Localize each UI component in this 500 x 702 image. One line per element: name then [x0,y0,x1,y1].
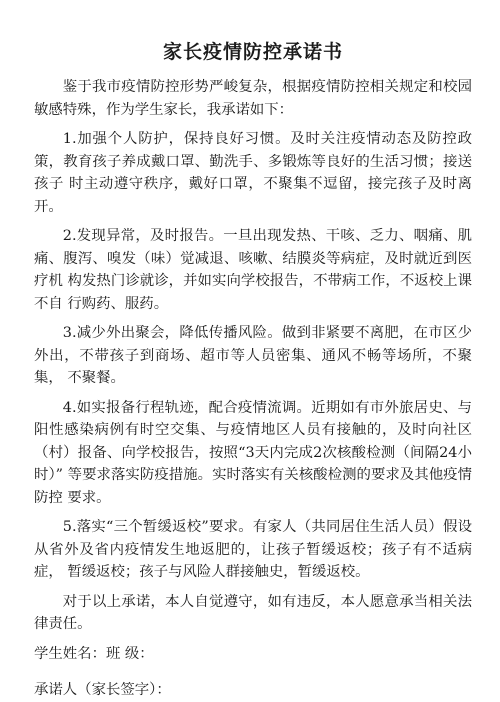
pledge-item-5: 5.落实“三个暂缓返校”要求。有家人（共同居住生活人员）假设从省外及省内疫情发生地返肥的，让孩子暂缓返校；孩子有不适病症， 暂缓返校；孩子与风险人群接触史，暂缓返校。 [34,519,472,580]
intro-paragraph: 鉴于我市疫情防控形势严峻复杂，根据疫情防控相关规定和校园 敏感特殊，作为学生家长，我承诺如下： [34,79,472,118]
closing-paragraph: 对于以上承诺，本人自觉遵守，如有违反，本人愿意承当相关法 律责任。 [34,593,472,632]
pledge-item-1: 1.加强个人防护，保持良好习惯。及时关注疫情动态及防控政策，教育孩子养成戴口罩、勤洗手、多锻炼等良好的生活习惯；接送孩子 时主动遵守秩序，戴好口罩，不聚集不逗留，接完孩子及时离开。 [34,131,472,215]
pledge-item-2: 2.发现异常，及时报告。一旦出现发热、干咳、乏力、咽痛、肌痛、腹泻、嗅发（味）觉减退、咳嗽、结膜炎等病症，及时就近到医疗机 构发热门诊就诊，并如实向学校报告，不带病工作，不返校上课不自 行购药、服药。 [34,228,472,312]
student-info-line: 学生姓名：班 级： [34,645,154,662]
document-title: 家长疫情防控承诺书 [162,41,343,63]
pledge-item-3: 3.减少外出聚会，降低传播风险。做到非紧要不离肥，在市区少 外出，不带孩子到商场、超市等人员密集、通风不畅等场所，不聚集， 不聚餐。 [34,325,472,386]
signer-line: 承诺人（家长签字）： [34,682,171,698]
pledge-item-4: 4.如实报备行程轨迹，配合疫情流调。近期如有市外旅居史、与 阳性感染病例有时空交集、与疫情地区人员有接触的，及时向社区（村）报备、向学校报告，按照“3天内完成2次核酸检测（间隔24小时）” 等要求落实防疫措施。实时落实有关核酸检测的要求及其他疫情防控 要求。 [34,399,472,506]
